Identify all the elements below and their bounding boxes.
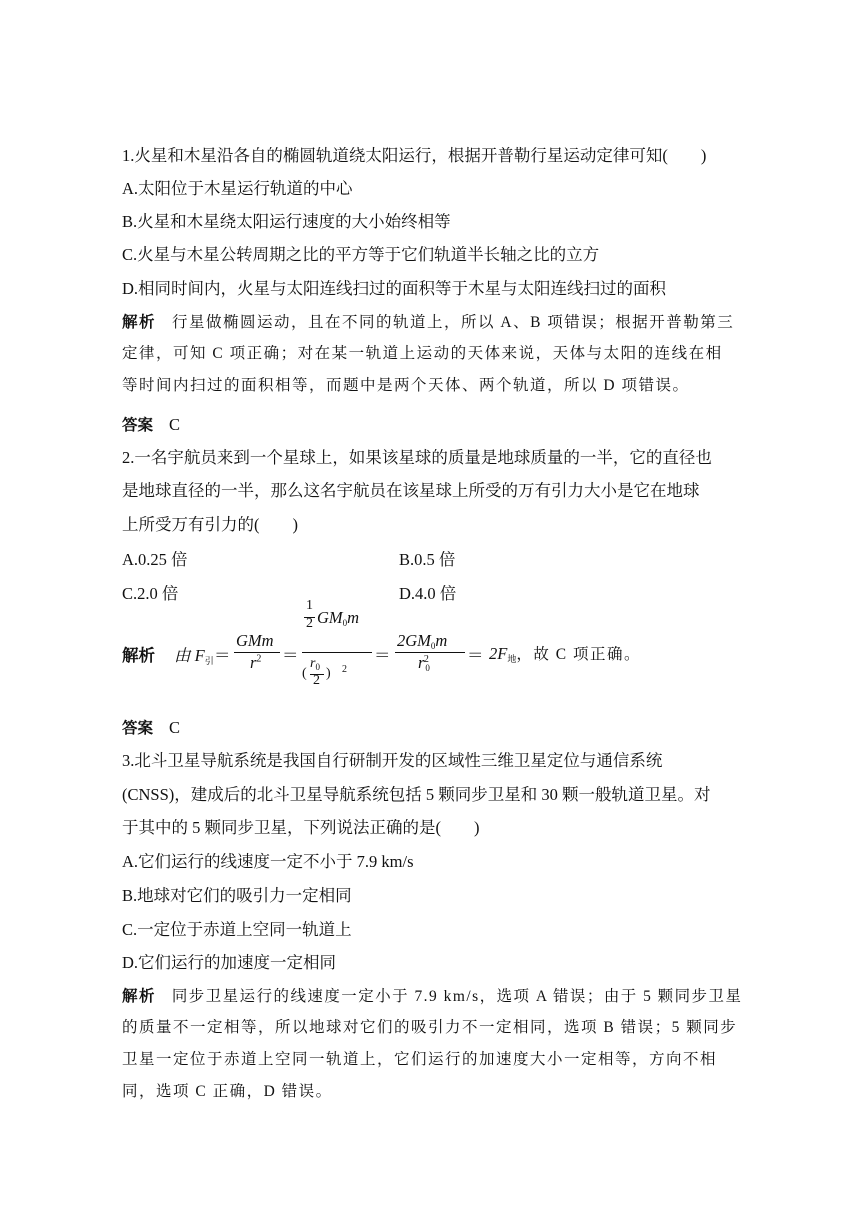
q3-analysis-line-4: 同，选项 C 正确，D 错误。 — [122, 1083, 333, 1100]
q3-option-a: A.它们运行的线速度一定不小于 7.9 km/s — [122, 852, 414, 871]
formula-f3-den-sub: 0 — [425, 663, 430, 673]
q1-stem: 1.火星和木星沿各自的椭圆轨道绕太阳运行，根据开普勒行星运动定律可知( ) — [122, 146, 707, 165]
q2-answer-label: 答案 — [122, 719, 154, 737]
formula-f1-den-sup: 2 — [256, 653, 262, 665]
formula-f3-num: 2GM — [397, 631, 431, 650]
q3-option-c: C.一定位于赤道上空同一轨道上 — [122, 920, 352, 939]
q1-analysis-line-3: 等时间内扫过的面积相等，而题中是两个天体、两个轨道，所以 D 项错误。 — [122, 377, 690, 394]
q2-stem-line-3: 上所受万有引力的( ) — [122, 515, 298, 534]
formula-f3-den-sup: 2 — [423, 653, 429, 665]
q2-option-a: A.0.25 倍 — [122, 550, 188, 569]
formula-tail: ，故 C 项正确。 — [516, 646, 641, 663]
formula-f3-bar — [395, 652, 465, 653]
formula-f3-den: r — [418, 653, 425, 672]
q2-answer-value: C — [169, 718, 181, 737]
q3-analysis-line-3: 卫星一定位于赤道上空同一轨道上，它们运行的加速度大小一定相等，方向不相 — [122, 1051, 718, 1068]
q1-analysis-label: 解析 — [122, 313, 157, 331]
q1-answer — [122, 413, 180, 437]
q2-answer — [122, 716, 180, 740]
formula-f2-half-top: 1 — [306, 598, 313, 613]
formula-eq-3: ＝ — [374, 646, 391, 665]
formula-sub-yin: 引 — [204, 656, 214, 666]
q1-option-a: A.太阳位于木星运行轨道的中心 — [122, 179, 353, 198]
formula-f2-den-close: ) — [326, 666, 331, 681]
q1-option-b: B.火星和木星绕太阳运行速度的大小始终相等 — [122, 212, 451, 231]
q3-option-b: B.地球对它们的吸引力一定相同 — [122, 886, 352, 905]
formula-f2-half-bot: 2 — [306, 616, 313, 631]
q3-stem-line-2: (CNSS)，建成后的北斗卫星导航系统包括 5 颗同步卫星和 30 颗一般轨道卫星。对 — [122, 785, 711, 804]
q1-option-c: C.火星与木星公转周期之比的平方等于它们轨道半长轴之比的立方 — [122, 245, 600, 264]
formula-f3-num-tail: m — [435, 631, 448, 650]
formula-f2-den-top-sub: 0 — [315, 662, 320, 672]
formula-eq-4: ＝ — [467, 646, 484, 665]
formula-result: 2F — [489, 644, 508, 663]
formula-f2-bar — [302, 652, 372, 653]
q2-stem-line-2: 是地球直径的一半，那么这名宇航员在该星球上所受的万有引力大小是它在地球 — [122, 481, 700, 500]
q1-analysis-line-1: 解析 行星做椭圆运动，且在不同的轨道上，所以 A、B 项错误；根据开普勒第三 — [122, 313, 735, 331]
formula-f2-den-bot: 2 — [313, 673, 320, 688]
q1-answer-label: 答案 — [122, 416, 154, 434]
formula-f2-num-sub: 0 — [342, 618, 348, 628]
formula-f2-num-tail: m — [347, 608, 360, 627]
formula-f2-den-top: r — [310, 656, 316, 671]
q2-analysis-label: 解析 — [122, 646, 155, 665]
q2-option-d: D.4.0 倍 — [399, 584, 457, 603]
q3-stem-line-3: 于其中的 5 颗同步卫星，下列说法正确的是( ) — [122, 818, 480, 837]
formula-eq-1: ＝ — [214, 646, 231, 665]
q3-analysis-line-1: 解析 同步卫星运行的线速度一定小于 7.9 km/s，选项 A 错误；由于 5 颗同步卫星 — [122, 987, 743, 1005]
q1-analysis-line-2: 定律，可知 C 项正确；对在某一轨道上运动的天体来说，天体与太阳的连线在相 — [122, 345, 723, 362]
q2-option-c: C.2.0 倍 — [122, 584, 179, 603]
formula-f2-den-sup: 2 — [342, 664, 347, 675]
q3-analysis-line-2: 的质量不一定相等，所以地球对它们的吸引力不一定相同，选项 B 错误；5 颗同步 — [122, 1019, 738, 1036]
formula-f1-num: GMm — [236, 631, 274, 650]
formula-f2-num: GM — [317, 608, 343, 627]
q2-option-b: B.0.5 倍 — [399, 550, 456, 569]
formula-sub-di: 地 — [507, 654, 517, 664]
q1-option-d: D.相同时间内，火星与太阳连线扫过的面积等于木星与太阳连线扫过的面积 — [122, 279, 667, 298]
q3-stem-line-1: 3.北斗卫星导航系统是我国自行研制开发的区域性三维卫星定位与通信系统 — [122, 751, 663, 770]
q3-option-d: D.它们运行的加速度一定相同 — [122, 953, 337, 972]
formula-intro: 由 F — [174, 646, 205, 665]
formula-f2-den-open: ( — [302, 666, 307, 681]
formula-f3-num-sub: 0 — [430, 641, 436, 651]
q3-analysis-label: 解析 — [122, 987, 156, 1005]
formula-f1-den: r — [250, 653, 257, 672]
q2-stem-line-1: 2.一名宇航员来到一个星球上，如果该星球的质量是地球质量的一半，它的直径也 — [122, 448, 712, 467]
q2-analysis-formula — [122, 598, 742, 690]
formula-eq-2: ＝ — [282, 646, 299, 665]
q1-answer-value: C — [169, 415, 181, 434]
